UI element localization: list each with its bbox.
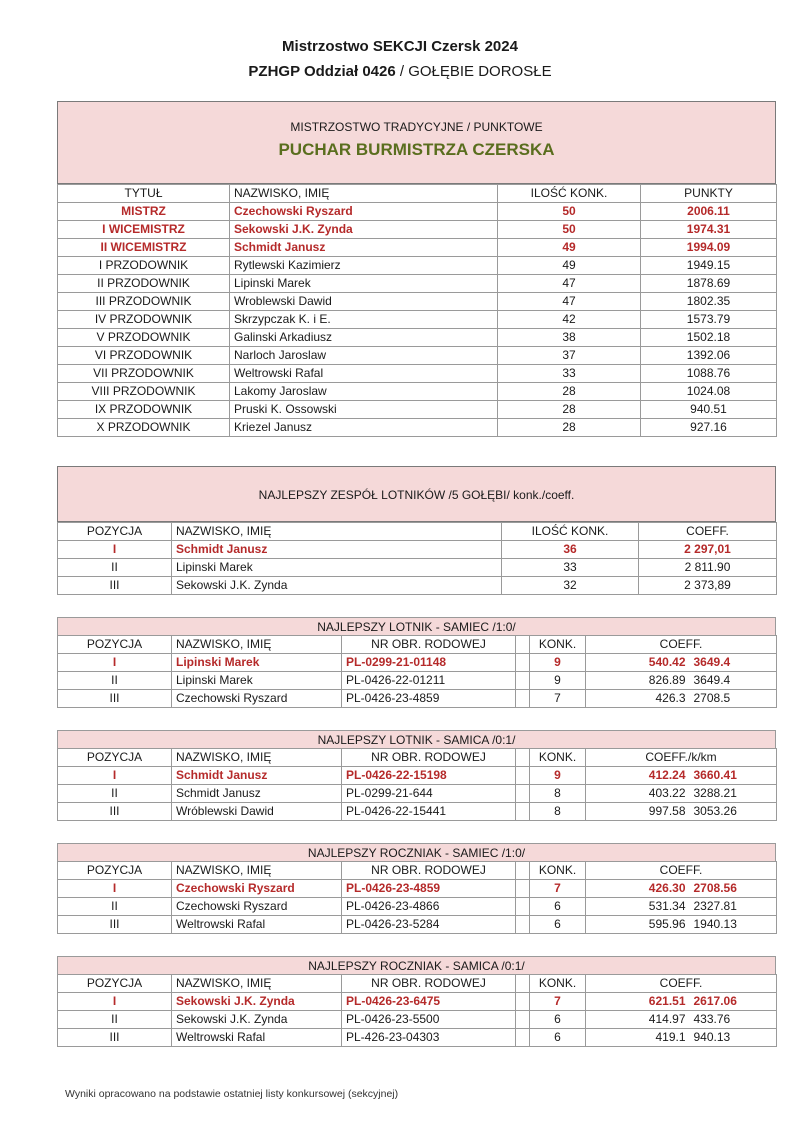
count-cell: 9 xyxy=(530,672,586,690)
coeff-cell: 621.51 xyxy=(586,993,690,1011)
column-header: COEFF. xyxy=(586,975,777,993)
coeff-total-cell: 940.13 xyxy=(690,1029,777,1047)
team-table xyxy=(57,522,777,595)
position-cell: I xyxy=(58,993,172,1011)
main-ranking-subtitle: MISTRZOSTWO TRADYCYJNE / PUNKTOWE xyxy=(290,120,543,134)
table-row xyxy=(58,401,777,419)
table-row xyxy=(58,803,777,821)
name-cell: Weltrowski Rafal xyxy=(172,916,342,934)
coeff-cell: 595.96 xyxy=(586,916,690,934)
column-header: POZYCJA xyxy=(58,636,172,654)
count-cell: 49 xyxy=(498,257,641,275)
pigeon-section xyxy=(57,617,776,708)
name-cell: Lipinski Marek xyxy=(230,275,498,293)
count-cell: 47 xyxy=(498,275,641,293)
title-cell: I WICEMISTRZ xyxy=(58,221,230,239)
points-cell: 1878.69 xyxy=(641,275,777,293)
count-cell: 7 xyxy=(530,690,586,708)
ring-number-cell: PL-0426-23-5284 xyxy=(342,916,516,934)
ring-number-cell: PL-0299-21-644 xyxy=(342,785,516,803)
table-row xyxy=(58,311,777,329)
spacer-cell xyxy=(516,636,530,654)
position-cell: II xyxy=(58,898,172,916)
coeff-total-cell: 3649.4 xyxy=(690,654,777,672)
table-header-row xyxy=(58,975,777,993)
position-cell: I xyxy=(58,654,172,672)
name-cell: Lipinski Marek xyxy=(172,654,342,672)
position-cell: II xyxy=(58,559,172,577)
column-header: KONK. xyxy=(530,862,586,880)
table-row xyxy=(58,654,777,672)
spacer-cell xyxy=(516,690,530,708)
count-cell: 6 xyxy=(530,916,586,934)
coeff-cell: 419.1 xyxy=(586,1029,690,1047)
spacer-cell xyxy=(516,880,530,898)
table-row xyxy=(58,329,777,347)
position-cell: I xyxy=(58,541,172,559)
table-row xyxy=(58,365,777,383)
main-ranking-table xyxy=(57,184,777,437)
table-row xyxy=(58,221,777,239)
column-header: POZYCJA xyxy=(58,975,172,993)
title-cell: III PRZODOWNIK xyxy=(58,293,230,311)
position-cell: III xyxy=(58,690,172,708)
section-table xyxy=(57,635,777,708)
ring-number-cell: PL-0426-22-01211 xyxy=(342,672,516,690)
coeff-cell: 403.22 xyxy=(586,785,690,803)
main-ranking-title: PUCHAR BURMISTRZA CZERSKA xyxy=(278,140,555,159)
coeff-total-cell: 2617.06 xyxy=(690,993,777,1011)
spacer-cell xyxy=(516,1011,530,1029)
count-cell: 8 xyxy=(530,785,586,803)
ring-number-cell: PL-0299-21-01148 xyxy=(342,654,516,672)
position-cell: III xyxy=(58,916,172,934)
coeff-total-cell: 2708.5 xyxy=(690,690,777,708)
title-cell: VIII PRZODOWNIK xyxy=(58,383,230,401)
column-header: NAZWISKO, IMIĘ xyxy=(172,636,342,654)
coeff-total-cell: 2708.56 xyxy=(690,880,777,898)
table-row xyxy=(58,916,777,934)
column-header: NR OBR. RODOWEJ xyxy=(342,862,516,880)
spacer-cell xyxy=(516,975,530,993)
spacer-cell xyxy=(516,749,530,767)
table-row xyxy=(58,419,777,437)
table-header-row xyxy=(58,523,777,541)
coeff-cell: 531.34 xyxy=(586,898,690,916)
table-row xyxy=(58,559,777,577)
coeff-cell: 414.97 xyxy=(586,1011,690,1029)
count-cell: 6 xyxy=(530,898,586,916)
main-ranking-block xyxy=(57,101,776,437)
title-cell: II PRZODOWNIK xyxy=(58,275,230,293)
position-cell: III xyxy=(58,1029,172,1047)
coeff-total-cell: 1940.13 xyxy=(690,916,777,934)
count-cell: 7 xyxy=(530,993,586,1011)
table-row xyxy=(58,767,777,785)
table-row xyxy=(58,993,777,1011)
column-header: ILOŚĆ KONK. xyxy=(502,523,639,541)
coeff-total-cell: 3660.41 xyxy=(690,767,777,785)
position-cell: II xyxy=(58,672,172,690)
name-cell: Kriezel Janusz xyxy=(230,419,498,437)
count-cell: 50 xyxy=(498,221,641,239)
name-cell: Weltrowski Rafal xyxy=(230,365,498,383)
section-table xyxy=(57,974,777,1047)
count-cell: 6 xyxy=(530,1011,586,1029)
count-cell: 50 xyxy=(498,203,641,221)
column-header: COEFF. xyxy=(586,862,777,880)
column-header: KONK. xyxy=(530,749,586,767)
section-table xyxy=(57,748,777,821)
main-ranking-header xyxy=(57,101,776,184)
name-cell: Skrzypczak K. i E. xyxy=(230,311,498,329)
name-cell: Lipinski Marek xyxy=(172,559,502,577)
name-cell: Lipinski Marek xyxy=(172,672,342,690)
coeff-total-cell: 433.76 xyxy=(690,1011,777,1029)
table-row xyxy=(58,257,777,275)
name-cell: Schmidt Janusz xyxy=(230,239,498,257)
table-row xyxy=(58,785,777,803)
table-row xyxy=(58,275,777,293)
coeff-total-cell: 2327.81 xyxy=(690,898,777,916)
column-header: COEFF./k/km xyxy=(586,749,777,767)
points-cell: 1392.06 xyxy=(641,347,777,365)
count-cell: 36 xyxy=(502,541,639,559)
table-row xyxy=(58,203,777,221)
points-cell: 1502.18 xyxy=(641,329,777,347)
table-row xyxy=(58,293,777,311)
spacer-cell xyxy=(516,993,530,1011)
points-cell: 1024.08 xyxy=(641,383,777,401)
points-cell: 1974.31 xyxy=(641,221,777,239)
column-header: NR OBR. RODOWEJ xyxy=(342,975,516,993)
team-title: NAJLEPSZY ZESPÓŁ LOTNIKÓW /5 GOŁĘBI/ konk./coeff. xyxy=(57,466,776,522)
coeff-cell: 426.3 xyxy=(586,690,690,708)
column-header: ILOŚĆ KONK. xyxy=(498,185,641,203)
category-label: / GOŁĘBIE DOROSŁE xyxy=(395,63,552,80)
points-cell: 1573.79 xyxy=(641,311,777,329)
branch-label: PZHGP Oddział 0426 xyxy=(248,63,396,80)
position-cell: II xyxy=(58,785,172,803)
name-cell: Weltrowski Rafal xyxy=(172,1029,342,1047)
spacer-cell xyxy=(516,654,530,672)
position-cell: II xyxy=(58,1011,172,1029)
count-cell: 28 xyxy=(498,383,641,401)
coeff-cell: 2 811.90 xyxy=(639,559,777,577)
count-cell: 28 xyxy=(498,401,641,419)
ring-number-cell: PL-0426-23-6475 xyxy=(342,993,516,1011)
ring-number-cell: PL-0426-23-4866 xyxy=(342,898,516,916)
spacer-cell xyxy=(516,803,530,821)
coeff-cell: 2 373,89 xyxy=(639,577,777,595)
team-block xyxy=(57,466,776,595)
pigeon-section xyxy=(57,730,776,821)
column-header: KONK. xyxy=(530,975,586,993)
ring-number-cell: PL-0426-23-5500 xyxy=(342,1011,516,1029)
document-subtitle xyxy=(0,63,800,80)
count-cell: 8 xyxy=(530,803,586,821)
title-cell: I PRZODOWNIK xyxy=(58,257,230,275)
points-cell: 940.51 xyxy=(641,401,777,419)
ring-number-cell: PL-0426-22-15198 xyxy=(342,767,516,785)
column-header: NAZWISKO, IMIĘ xyxy=(172,523,502,541)
spacer-cell xyxy=(516,785,530,803)
name-cell: Sekowski J.K. Zynda xyxy=(172,993,342,1011)
coeff-cell: 412.24 xyxy=(586,767,690,785)
coeff-cell: 540.42 xyxy=(586,654,690,672)
table-row xyxy=(58,383,777,401)
column-header: POZYCJA xyxy=(58,523,172,541)
count-cell: 49 xyxy=(498,239,641,257)
name-cell: Czechowski Ryszard xyxy=(172,898,342,916)
name-cell: Schmidt Janusz xyxy=(172,785,342,803)
name-cell: Sekowski J.K. Zynda xyxy=(230,221,498,239)
table-header-row xyxy=(58,185,777,203)
spacer-cell xyxy=(516,1029,530,1047)
name-cell: Galinski Arkadiusz xyxy=(230,329,498,347)
position-cell: I xyxy=(58,767,172,785)
count-cell: 33 xyxy=(502,559,639,577)
column-header: NAZWISKO, IMIĘ xyxy=(172,749,342,767)
section-title: NAJLEPSZY LOTNIK - SAMICA /0:1/ xyxy=(57,730,776,748)
name-cell: Wroblewski Dawid xyxy=(230,293,498,311)
coeff-total-cell: 3649.4 xyxy=(690,672,777,690)
coeff-total-cell: 3053.26 xyxy=(690,803,777,821)
table-header-row xyxy=(58,749,777,767)
title-cell: VI PRZODOWNIK xyxy=(58,347,230,365)
coeff-cell: 426.30 xyxy=(586,880,690,898)
section-title: NAJLEPSZY ROCZNIAK - SAMIEC /1:0/ xyxy=(57,843,776,861)
title-cell: MISTRZ xyxy=(58,203,230,221)
table-row xyxy=(58,690,777,708)
name-cell: Sekowski J.K. Zynda xyxy=(172,1011,342,1029)
title-cell: IV PRZODOWNIK xyxy=(58,311,230,329)
points-cell: 1088.76 xyxy=(641,365,777,383)
name-cell: Narloch Jaroslaw xyxy=(230,347,498,365)
column-header: COEFF. xyxy=(639,523,777,541)
count-cell: 33 xyxy=(498,365,641,383)
ring-number-cell: PL-0426-23-4859 xyxy=(342,880,516,898)
count-cell: 38 xyxy=(498,329,641,347)
table-row xyxy=(58,541,777,559)
table-row xyxy=(58,347,777,365)
footer-note: Wyniki opracowano na podstawie ostatniej listy konkursowej (sekcyjnej) xyxy=(65,1088,399,1100)
section-table xyxy=(57,861,777,934)
count-cell: 37 xyxy=(498,347,641,365)
spacer-cell xyxy=(516,862,530,880)
table-row xyxy=(58,898,777,916)
name-cell: Schmidt Janusz xyxy=(172,541,502,559)
column-header: NR OBR. RODOWEJ xyxy=(342,636,516,654)
name-cell: Czechowski Ryszard xyxy=(172,880,342,898)
title-cell: V PRZODOWNIK xyxy=(58,329,230,347)
name-cell: Wróblewski Dawid xyxy=(172,803,342,821)
points-cell: 927.16 xyxy=(641,419,777,437)
points-cell: 1994.09 xyxy=(641,239,777,257)
points-cell: 2006.11 xyxy=(641,203,777,221)
spacer-cell xyxy=(516,767,530,785)
points-cell: 1949.15 xyxy=(641,257,777,275)
name-cell: Sekowski J.K. Zynda xyxy=(172,577,502,595)
table-row xyxy=(58,880,777,898)
name-cell: Czechowski Ryszard xyxy=(230,203,498,221)
table-header-row xyxy=(58,862,777,880)
name-cell: Pruski K. Ossowski xyxy=(230,401,498,419)
ring-number-cell: PL-0426-23-4859 xyxy=(342,690,516,708)
position-cell: III xyxy=(58,803,172,821)
title-cell: X PRZODOWNIK xyxy=(58,419,230,437)
title-cell: II WICEMISTRZ xyxy=(58,239,230,257)
count-cell: 7 xyxy=(530,880,586,898)
pigeon-section xyxy=(57,956,776,1047)
table-row xyxy=(58,577,777,595)
count-cell: 9 xyxy=(530,654,586,672)
pigeon-section xyxy=(57,843,776,934)
spacer-cell xyxy=(516,916,530,934)
name-cell: Lakomy Jaroslaw xyxy=(230,383,498,401)
position-cell: III xyxy=(58,577,172,595)
column-header: POZYCJA xyxy=(58,862,172,880)
table-row xyxy=(58,672,777,690)
table-row xyxy=(58,1029,777,1047)
section-title: NAJLEPSZY LOTNIK - SAMIEC /1:0/ xyxy=(57,617,776,635)
document-title: Mistrzostwo SEKCJI Czersk 2024 xyxy=(282,38,518,55)
title-cell: IX PRZODOWNIK xyxy=(58,401,230,419)
coeff-cell: 826.89 xyxy=(586,672,690,690)
column-header: POZYCJA xyxy=(58,749,172,767)
count-cell: 32 xyxy=(502,577,639,595)
ring-number-cell: PL-426-23-04303 xyxy=(342,1029,516,1047)
name-cell: Rytlewski Kazimierz xyxy=(230,257,498,275)
column-header: PUNKTY xyxy=(641,185,777,203)
ring-number-cell: PL-0426-22-15441 xyxy=(342,803,516,821)
count-cell: 9 xyxy=(530,767,586,785)
spacer-cell xyxy=(516,672,530,690)
title-cell: VII PRZODOWNIK xyxy=(58,365,230,383)
coeff-total-cell: 3288.21 xyxy=(690,785,777,803)
position-cell: I xyxy=(58,880,172,898)
column-header: NAZWISKO, IMIĘ xyxy=(172,975,342,993)
section-title: NAJLEPSZY ROCZNIAK - SAMICA /0:1/ xyxy=(57,956,776,974)
spacer-cell xyxy=(516,898,530,916)
coeff-cell: 2 297,01 xyxy=(639,541,777,559)
count-cell: 42 xyxy=(498,311,641,329)
column-header: KONK. xyxy=(530,636,586,654)
count-cell: 6 xyxy=(530,1029,586,1047)
column-header: NAZWISKO, IMIĘ xyxy=(230,185,498,203)
points-cell: 1802.35 xyxy=(641,293,777,311)
column-header: TYTUŁ xyxy=(58,185,230,203)
column-header: NAZWISKO, IMIĘ xyxy=(172,862,342,880)
count-cell: 47 xyxy=(498,293,641,311)
count-cell: 28 xyxy=(498,419,641,437)
column-header: NR OBR. RODOWEJ xyxy=(342,749,516,767)
name-cell: Czechowski Ryszard xyxy=(172,690,342,708)
coeff-cell: 997.58 xyxy=(586,803,690,821)
name-cell: Schmidt Janusz xyxy=(172,767,342,785)
table-header-row xyxy=(58,636,777,654)
column-header: COEFF. xyxy=(586,636,777,654)
table-row xyxy=(58,239,777,257)
table-row xyxy=(58,1011,777,1029)
